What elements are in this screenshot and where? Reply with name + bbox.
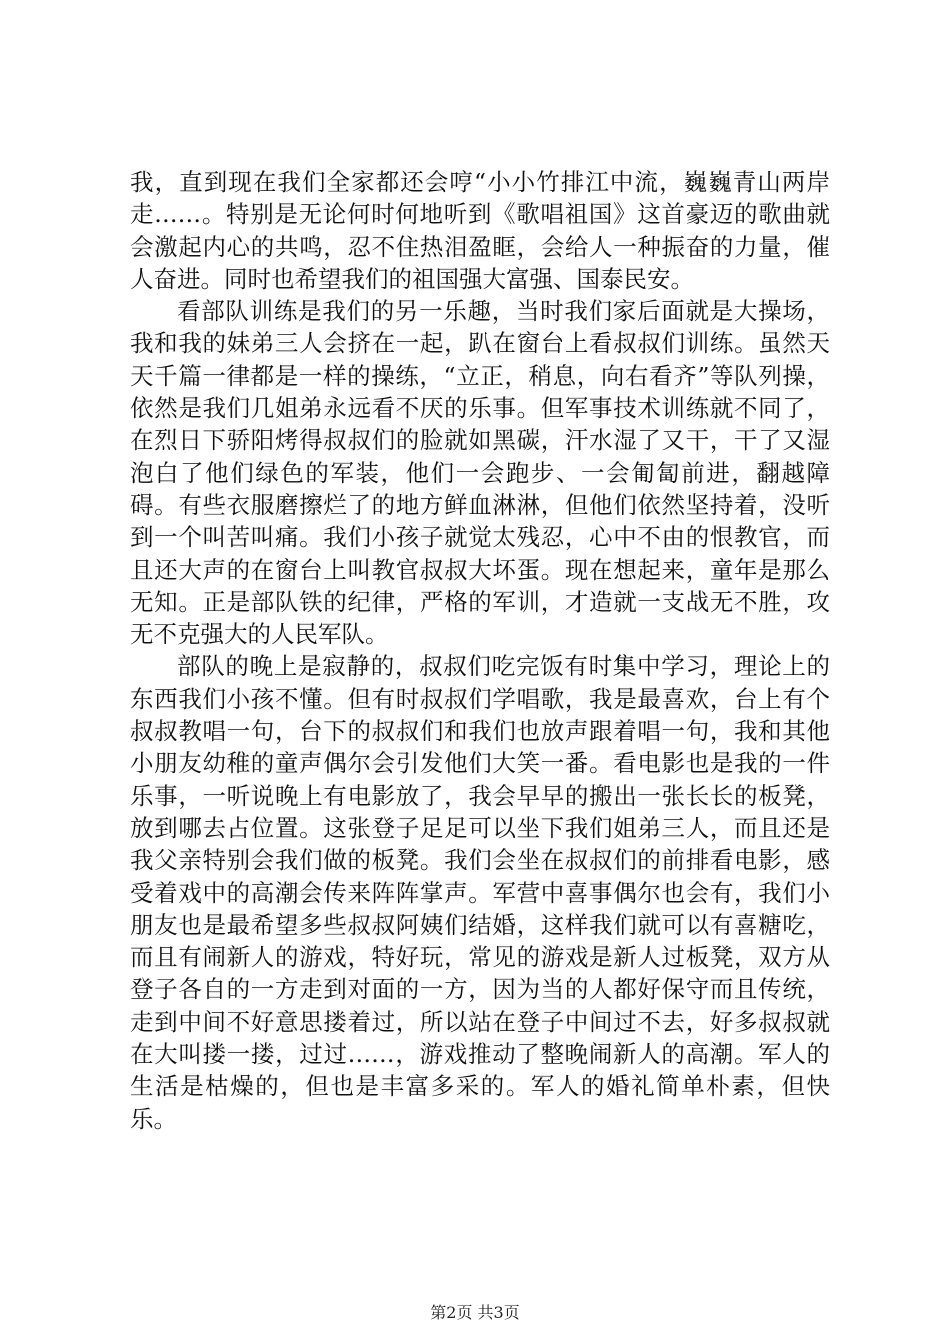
document-body: [130, 166, 830, 1135]
paragraph-2: 看部队训练是我们的另一乐趣，当时我们家后面就是大操场，我和我的妹弟三人会挤在一起，趴在窗台上看叔叔们训练。虽然天天千篇一律都是一样的操练，“立正，稍息，向右看齐”等队列操，依然是我们几姐弟永远看不厌的乐事。但军事技术训练就不同了，在烈日下骄阳烤得叔叔们的脸就如黑碳，汗水湿了又干，干了又湿泡白了他们绿色的军装，他们一会跑步、一会匍匐前进，翻越障碍。有些衣服磨擦烂了的地方鲜血淋淋，但他们依然坚持着，没听到一个叫苦叫痛。我们小孩子就觉太残忍，心中不由的恨教官，而且还大声的在窗台上叫教官叔叔大坏蛋。现在想起来，童年是那么无知。正是部队铁的纪律，严格的军训，才造就一支战无不胜，攻无不克强大的人民军队。: [130, 297, 830, 649]
paragraph-1: 我，直到现在我们全家都还会哼“小小竹排江中流，巍巍青山两岸走……。特别是无论何时何地听到《歌唱祖国》这首豪迈的歌曲就会激起内心的共鸣，忍不住热泪盈眶，会给人一种振奋的力量，催人奋进。同时也希望我们的祖国强大富强、国泰民安。: [130, 168, 830, 293]
page-number-label: 第2页 共3页: [430, 1303, 520, 1322]
paragraph-3: 部队的晚上是寂静的，叔叔们吃完饭有时集中学习，理论上的东西我们小孩不懂。但有时叔叔们学唱歌，我是最喜欢，台上有个叔叔教唱一句，台下的叔叔们和我们也放声跟着唱一句，我和其他小朋友幼稚的童声偶尔会引发他们大笑一番。看电影也是我的一件乐事，一听说晚上有电影放了，我会早早的搬出一张长长的板凳，放到哪去占位置。这张登子足足可以坐下我们姐弟三人，而且还是我父亲特别会我们做的板凳。我们会坐在叔叔们的前排看电影，感受着戏中的高潮会传来阵阵掌声。军营中喜事偶尔也会有，我们小朋友也是最希望多些叔叔阿姨们结婚，这样我们就可以有喜糖吃，而且有闹新人的游戏，特好玩，常见的游戏是新人过板凳，双方从登子各自的一方走到对面的一方，因为当的人都好保守而且传统，走到中间不好意思搂着过，所以站在登子中间过不去，好多叔叔就在大叫搂一搂，过过……，游戏推动了整晚闹新人的高潮。军人的生活是枯燥的，但也是丰富多采的。军人的婚礼简单朴素，但快乐。: [130, 652, 830, 1133]
page-footer: [0, 1300, 950, 1323]
